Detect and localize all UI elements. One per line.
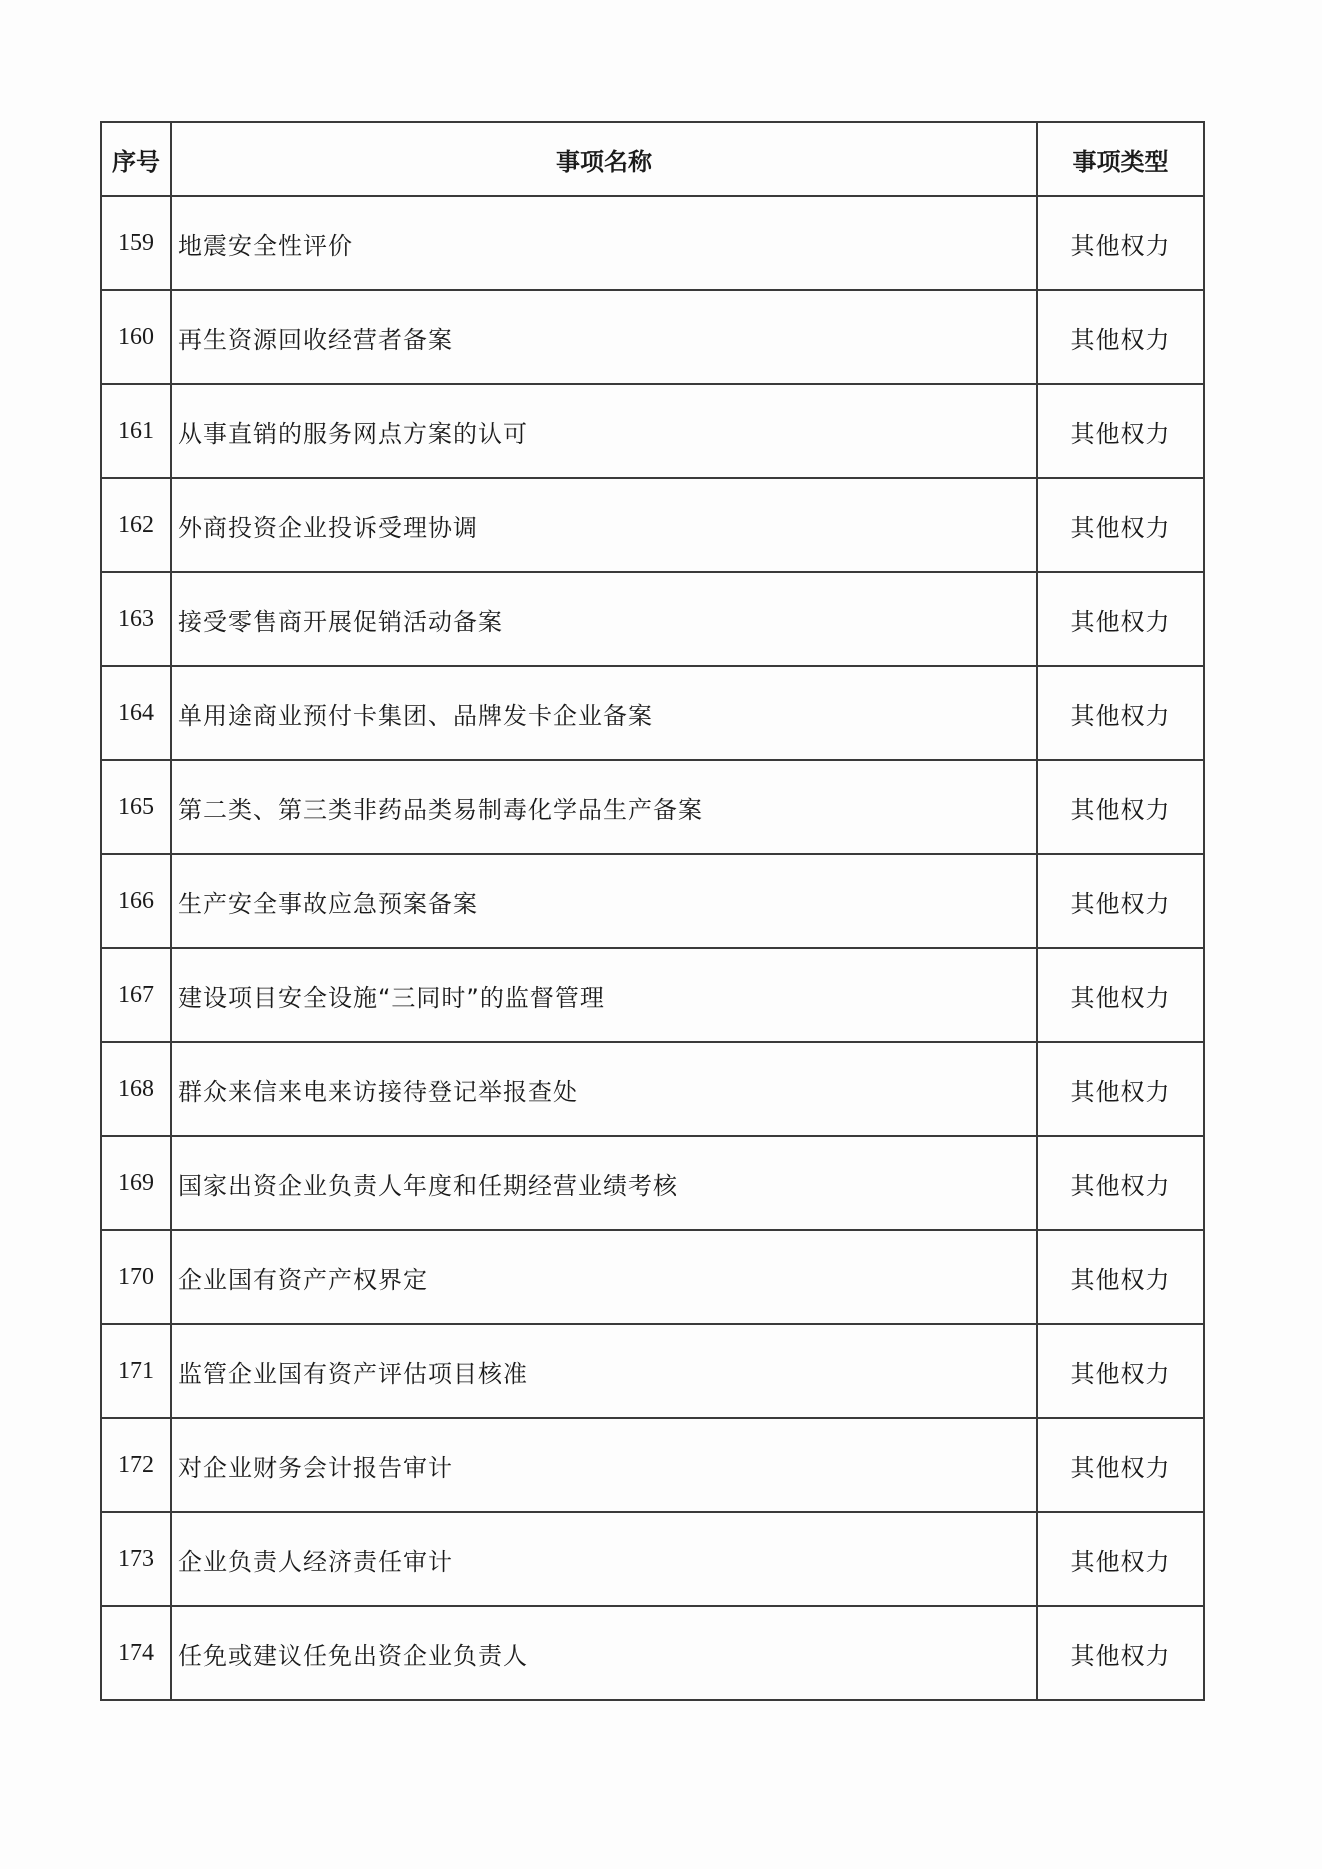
row-no: 161 (101, 384, 171, 478)
table-row (101, 478, 1204, 572)
row-type: 其他权力 (1037, 572, 1204, 666)
table-row (101, 1418, 1204, 1512)
header-type: 事项类型 (1037, 122, 1204, 196)
row-no: 162 (101, 478, 171, 572)
row-name: 国家出资企业负责人年度和任期经营业绩考核 (171, 1136, 1037, 1230)
row-name: 任免或建议任免出资企业负责人 (171, 1606, 1037, 1700)
items-table (100, 121, 1205, 1701)
table-row (101, 1324, 1204, 1418)
row-type: 其他权力 (1037, 1324, 1204, 1418)
row-type: 其他权力 (1037, 760, 1204, 854)
row-name: 生产安全事故应急预案备案 (171, 854, 1037, 948)
row-no: 168 (101, 1042, 171, 1136)
table-row (101, 1136, 1204, 1230)
table-row (101, 196, 1204, 290)
row-name: 企业国有资产产权界定 (171, 1230, 1037, 1324)
row-no: 164 (101, 666, 171, 760)
table-row (101, 760, 1204, 854)
table-row (101, 290, 1204, 384)
row-type: 其他权力 (1037, 290, 1204, 384)
table-row (101, 1512, 1204, 1606)
table-header-row (101, 122, 1204, 196)
row-no: 173 (101, 1512, 171, 1606)
row-no: 166 (101, 854, 171, 948)
row-no: 165 (101, 760, 171, 854)
row-no: 170 (101, 1230, 171, 1324)
row-type: 其他权力 (1037, 1418, 1204, 1512)
row-no: 172 (101, 1418, 171, 1512)
table-row (101, 854, 1204, 948)
row-type: 其他权力 (1037, 1606, 1204, 1700)
table-row (101, 384, 1204, 478)
row-name: 第二类、第三类非药品类易制毒化学品生产备案 (171, 760, 1037, 854)
row-name: 地震安全性评价 (171, 196, 1037, 290)
row-name: 群众来信来电来访接待登记举报查处 (171, 1042, 1037, 1136)
row-name: 建设项目安全设施“三同时”的监督管理 (171, 948, 1037, 1042)
row-name: 对企业财务会计报告审计 (171, 1418, 1037, 1512)
row-type: 其他权力 (1037, 478, 1204, 572)
row-type: 其他权力 (1037, 854, 1204, 948)
row-no: 169 (101, 1136, 171, 1230)
table-row (101, 572, 1204, 666)
row-name: 单用途商业预付卡集团、品牌发卡企业备案 (171, 666, 1037, 760)
row-no: 174 (101, 1606, 171, 1700)
row-type: 其他权力 (1037, 1230, 1204, 1324)
row-type: 其他权力 (1037, 1042, 1204, 1136)
table-row (101, 666, 1204, 760)
header-no: 序号 (101, 122, 171, 196)
row-name: 监管企业国有资产评估项目核准 (171, 1324, 1037, 1418)
row-name: 接受零售商开展促销活动备案 (171, 572, 1037, 666)
row-no: 167 (101, 948, 171, 1042)
row-type: 其他权力 (1037, 1136, 1204, 1230)
row-type: 其他权力 (1037, 666, 1204, 760)
row-type: 其他权力 (1037, 1512, 1204, 1606)
row-type: 其他权力 (1037, 196, 1204, 290)
row-type: 其他权力 (1037, 948, 1204, 1042)
row-no: 160 (101, 290, 171, 384)
row-name: 企业负责人经济责任审计 (171, 1512, 1037, 1606)
row-name: 再生资源回收经营者备案 (171, 290, 1037, 384)
row-no: 163 (101, 572, 171, 666)
row-no: 159 (101, 196, 171, 290)
table-row (101, 1230, 1204, 1324)
row-type: 其他权力 (1037, 384, 1204, 478)
table-row (101, 948, 1204, 1042)
header-name: 事项名称 (171, 122, 1037, 196)
table-row (101, 1042, 1204, 1136)
row-name: 外商投资企业投诉受理协调 (171, 478, 1037, 572)
row-name: 从事直销的服务网点方案的认可 (171, 384, 1037, 478)
row-no: 171 (101, 1324, 171, 1418)
table-row (101, 1606, 1204, 1700)
